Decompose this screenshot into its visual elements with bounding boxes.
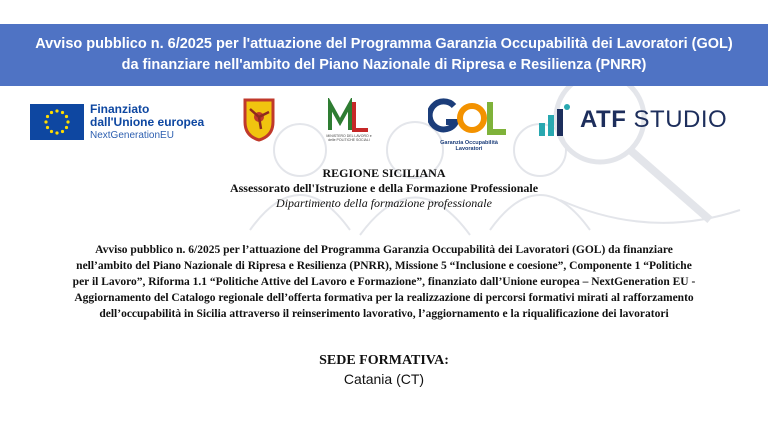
ministry-small-text: MINISTERO DEL LAVORO e delle POLITICHE SOCIALI (326, 134, 372, 142)
description-line-5: dell’occupabilità in Sicilia attraverso il reinserimento lavorativo, l’aggiornamento e la riqualificazione dei lavoratori (99, 308, 669, 320)
atf-studio-logo (538, 100, 744, 140)
logo-strip (0, 96, 768, 152)
sede-label: SEDE FORMATIVA: (319, 353, 449, 368)
regione-siciliana-crest-icon (242, 98, 276, 142)
ml-mark-icon (326, 98, 372, 134)
gol-mark-icon (428, 96, 510, 140)
sede-value: Catania (CT) (343, 371, 425, 387)
banner-title-line-2: da finanziare nell'ambito del Piano Nazionale di Ripresa e Resilienza (PNRR) (121, 57, 647, 73)
description-line-3: per il Lavoro”, Riforma 1.1 “Politiche Attive del Lavoro e Formazione”, finanziato dall’Unione europea – NextGeneration EU - (72, 276, 696, 288)
assessorato-name: Assessorato dell'Istruzione e della Formazione Professionale (229, 181, 539, 195)
title-banner (0, 24, 768, 86)
ministero-lavoro-logo (326, 98, 372, 148)
dipartimento-name: Dipartimento della formazione professionale (276, 196, 492, 210)
notice-description (28, 242, 740, 322)
eu-logo-line-2: dall'Unione europea (90, 114, 205, 129)
gol-caption: Garanzia Occupabilità Lavoratori (440, 140, 498, 152)
banner-title-line-1: Avviso pubblico n. 6/2025 per l'attuazione del Programma Garanzia Occupabilità dei Lavoratori (GOL) (35, 36, 733, 52)
training-location (0, 352, 768, 388)
region-heading (0, 166, 768, 211)
eu-logo-line-1: Finanziato (90, 101, 150, 116)
description-line-1: Avviso pubblico n. 6/2025 per l’attuazione del Programma Garanzia Occupabilità dei Lavoratori (GOL) da finanziare (95, 244, 673, 256)
atf-word: ATF (580, 106, 627, 133)
studio-word: STUDIO (633, 106, 728, 133)
gol-logo (428, 96, 510, 152)
description-line-2: nell’ambito del Piano Nazionale di Ripresa e Resilienza (PNRR), Missione 5 “Inclusione e coesione”, Componente 1 “Politiche (76, 260, 692, 272)
eu-logo-text (90, 103, 204, 142)
eu-logo-line-3: NextGenerationEU (90, 129, 174, 141)
description-line-4: Aggiornamento del Catalogo regionale dell’offerta formativa per la realizzazione di percorsi formativi mirati al rafforzamento (74, 292, 694, 304)
eu-flag-icon (30, 104, 84, 140)
atf-wordmark (580, 106, 727, 134)
eu-funding-logo (30, 102, 220, 142)
atf-bars-icon (538, 103, 570, 137)
region-title: REGIONE SICILIANA (322, 166, 446, 180)
